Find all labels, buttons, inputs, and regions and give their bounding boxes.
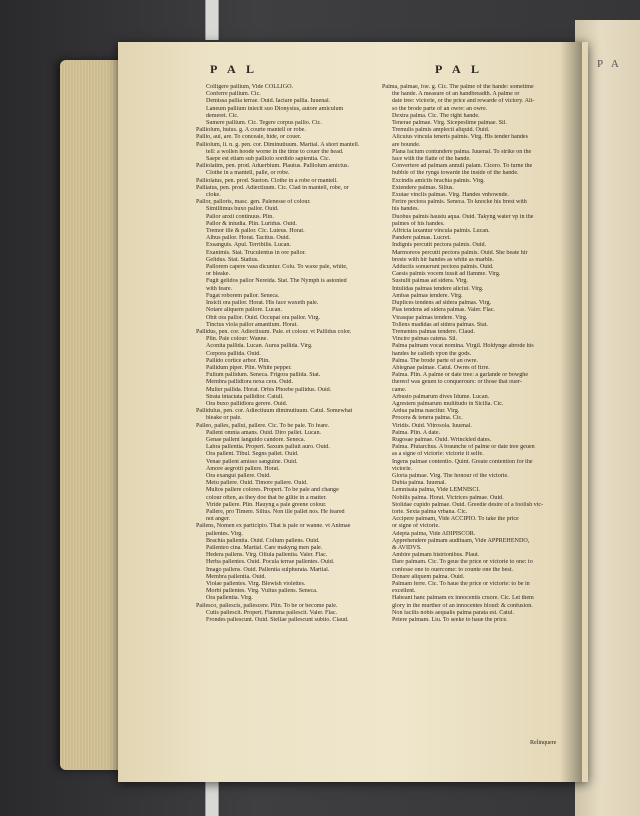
gutter-shadow [560, 42, 582, 782]
text-line: Aconita pallida. Lucan. Aurea pallida. Virg. [206, 343, 313, 350]
text-line: Obit ora pallor. Ouid. Occupat ora pallor. Virg. [206, 314, 320, 321]
text-line: Ambas palmas tendere. Virg. [392, 292, 463, 299]
text-line: Pallor & iniudia. Plin. Luridus. Ouid. [206, 220, 297, 227]
text-line: Rugosae palmae. Ouid. Wrinckled dates. [392, 436, 492, 443]
text-line: Excindis amictis brachia palmis. Virg. [392, 177, 485, 184]
running-head-left: P A L [210, 62, 259, 76]
text-line: Amore aegrotti pallere. Horat. [206, 465, 280, 472]
catchword: Relinquere [530, 740, 557, 746]
text-line: Dextra palma. Cic. The right hande. [392, 112, 480, 119]
text-line: Fugit gelidos pallor Nereida. Stat. The Nymph is astonied [206, 278, 347, 285]
text-line: Vincire palmas catena. Sil. [392, 336, 458, 343]
text-line: Palma. The brode parte of an owre. [392, 357, 478, 364]
text-line: Conferre pallium. Cic. [206, 91, 261, 98]
running-head-right: P A L [435, 62, 484, 76]
text-line: Laneum pallium iniecit suo Dionysius, autore amiculum [206, 105, 344, 112]
text-line: Pallido cortice arbor. Plin. [206, 357, 270, 364]
text-line: Indignis percutit pectora palmis. Ouid. [392, 242, 487, 249]
facing-page-running-head: P A [597, 58, 622, 70]
text-line: Membra pallidiora nexa cera. Ouid. [206, 379, 293, 386]
text-line: palmes of his handes. [392, 220, 445, 227]
text-line: Violae pallentes. Virg. Blewish violettes. [206, 581, 306, 588]
text-line: confesse one to ouercome: to counte one the best. [392, 566, 513, 573]
text-line: Metu pallere. Ouid. Timore pallere. Ouid. [206, 480, 308, 487]
text-line: Arbusto palmarum dives Idume. Lucan. [392, 393, 490, 400]
text-line: Exanimis. Stat. Truculentus in ore pallor. [206, 249, 306, 256]
text-line: Caesis palmis vocem iussit ad flamme. Virg. [392, 271, 501, 278]
text-line: Extendere palmas. Silius. [392, 184, 454, 191]
text-line: Palmam ferre. Cic. To haue the price or victorie: to be in [392, 581, 530, 588]
text-line: Donare aliquem palma. Ouid. [392, 573, 465, 580]
text-line: & AVIDVS. [392, 545, 422, 551]
text-line: Pandere palmas. Lucret. [392, 235, 451, 242]
text-line: Tinctus viola pallor amantium. Horat. [206, 321, 298, 328]
text-line: demeret. Cic. [206, 112, 239, 119]
text-line: Ora exangui pallere. Ouid. [206, 472, 271, 479]
text-line: Lemnisata palma, Vide LEMNISCI. [392, 487, 481, 494]
text-line: Multos pallere colores. Propert. To be pale and change [206, 487, 339, 494]
text-line: face with the flatte of the hande. [392, 156, 471, 163]
text-line: Morbi pallentes. Virg. Vultus pallens. Seneca. [206, 588, 318, 595]
text-line: Pallor anxii continuus. Plin. [206, 213, 274, 220]
text-line: Colligere pallium, Vide COLLIGO. [206, 84, 294, 90]
text-line: Pallesco, pallescis, pallescere. Plin. To be or become pale. [196, 602, 338, 609]
text-line: Palliolum, huius. g. A courte mantell or robe. [196, 127, 306, 134]
text-line: Palleo, palles, pallui, pallere. Cic. To be pale. To feare. [196, 422, 330, 429]
text-line: Duobus palmis haustu aqua. Ouid. Takyng water vp in the [392, 213, 534, 220]
text-line: Simillimus buxo pallor. Ouid. [206, 206, 279, 213]
text-line: Tollens madidas ad sidera palmas. Stat. [392, 321, 488, 328]
text-line: torie. Sexta palma vrbana. Cic. [392, 508, 468, 515]
text-line: Convertere ad palmam annuli palam. Cicero. To turne the [392, 163, 533, 170]
right-column [382, 84, 560, 724]
text-line: Habeant hanc palmam ex innocentis cruore. Cic. Let them [392, 595, 534, 602]
text-line: Demissa pallia terrae. Ouid. Iactare pallia. Iuuenal. [206, 98, 331, 105]
text-line: Pallens, Nomen ex participio. That is pale or wanne. vt Animae [196, 523, 351, 530]
text-line: Tenerae palmae. Virg. Sicepeslime palmae. Sil. [392, 120, 507, 127]
text-line: Adepta palma, Vide ADIPISCOR. [392, 530, 476, 537]
text-line: Pallorem capere vasa dicuntur. Colu. To waxe pale, white, [206, 264, 348, 271]
text-line: Venae pallent amisso sanguine. Ouid. [206, 458, 298, 465]
text-line: Agrestem palmarum multitudo in Sicilia. Cic. [392, 400, 504, 407]
text-line: thereof was geuen to conquerours: or those that ouer- [392, 379, 522, 386]
text-line: Viridis. Ouid. Vitrosola. Iuuenal. [392, 422, 472, 429]
text-line: came. [392, 386, 407, 393]
text-line: Vtrasque palmas tendere. Virg. [392, 314, 468, 321]
text-line: Pallor, palloris, masc. gen. Palenesse of colour. [196, 199, 311, 206]
text-line: Sumere pallium. Cic. Tegere corpus pallio. Cic. [206, 120, 322, 127]
text-line: bubble of the ryngs towarde the inside of the hande. [392, 170, 519, 177]
text-line: Membra pallentia. Ouid. [206, 573, 266, 580]
text-line: Pallere, pro Timere. Silius. Non ille pallet nos. He feared [206, 508, 345, 515]
text-line: Petere palmam. Liu. To seeke to haue the price. [392, 617, 508, 624]
text-line: Pallidus, pen. cor. Adiectiuum. Pale. et colour. vt Pallidus color. [196, 328, 352, 335]
text-line: Stolidae cupido palmae. Ouid. Greedie desire of a foolish vic- [392, 501, 544, 508]
text-line: Hedera pallens. Virg. Oliula pallentia. Valer. Flac. [206, 552, 328, 559]
text-line: Palliatus, pen. prod. Adiectiuum. Cic. Clad in mantell, robe, or [196, 184, 349, 191]
text-line: breste with hir handes as white as marble. [392, 256, 494, 263]
text-line: Fugat roborem pallor. Seneca. [206, 292, 280, 299]
text-line: Palliolatim, pen. prod. Aduerbium. Plautus. Palliolum amictus. [196, 163, 350, 170]
text-line: Pallidulus, pen. cor. Adiectiuum diminutiuum. Catul. Somewhat [196, 408, 353, 415]
text-line: Sustulit palmas ad sidera. Virg. [392, 278, 468, 285]
text-line: tell: a wollen hoode worne in the time to couer the head. [206, 148, 344, 155]
left-column [196, 84, 374, 724]
text-line: Herba pallentes. Ouid. Pocula terrae pallentes. Ouid. [206, 559, 335, 566]
text-line: Dare palmam. Cic. To geue the price or victorie to one: to [392, 559, 533, 566]
text-line: Fulium pallidum. Seneca. Frigora pallida. Stat. [206, 372, 321, 379]
text-line: the hande. A measure of an handbreadth. A palme or [392, 91, 520, 98]
measuring-ruler-top [205, 0, 219, 40]
text-line: pallentes. Virg. [206, 530, 243, 537]
text-line: Exutae vinclis palmas. Virg. Handes vnbownde. [392, 192, 509, 199]
text-line: Pallio, aui, are. To conceale, hide, or couer. [196, 134, 302, 141]
text-line: cloke. [206, 192, 221, 199]
text-line: Palma. Plin. A palme or date tree: a garlande or bowghe [392, 372, 529, 379]
text-line: Trementes palmas tendere. Claud. [392, 328, 475, 335]
text-line: Alicuius vincula teneris palmis. Virg. His tender handes [392, 134, 528, 141]
text-line: Exsanguis. Apul. Terribilis. Lucan. [206, 242, 291, 249]
text-line: Ora buxo pallidiora gerere. Ouid. [206, 400, 288, 407]
text-line: are bounde. [392, 141, 421, 148]
text-line: Ora pallentia. Virg. [206, 595, 253, 602]
text-line: Duplices tendens ad sidera palmas. Virg. [392, 300, 492, 307]
text-line: Pallidum piper. Plin. White pepper. [206, 364, 292, 371]
text-line: Abiegnae palmae. Catul. Owres of firre. [392, 364, 490, 371]
text-line: Procera & tenera palma. Cic. [392, 415, 463, 422]
text-line: or signe of victorie. [392, 523, 440, 530]
text-line: Non facilis nobis aequalis palma parata est. Catul. [392, 609, 515, 616]
text-line: Pallent omnia amans. Ouid. Diro pallet. Lucan. [206, 429, 322, 436]
text-line: Imago pallens. Ouid. Pallentia sulphurata. Martial. [206, 566, 330, 573]
measuring-ruler-bottom [205, 776, 219, 816]
text-line: Viride pallere. Plin. Hauyng a pale greene colour. [206, 501, 327, 508]
text-line: Saepe est etiam sub palliolo sordido sapientia. Cic. [206, 156, 331, 163]
text-line: his handes. [392, 206, 420, 213]
text-line: Ingens palmae contentio. Quint. Greate contention for the [392, 458, 533, 465]
text-line: as a signe of victorie: victorie it selfe. [392, 451, 484, 458]
text-line: Palma, palmae, foe. g. Cic. The palme of the hande: sometime [382, 84, 534, 90]
text-line: Brachia pallentia. Ouid. Collum pallens. Ouid. [206, 537, 320, 544]
text-line: excellent. [392, 588, 416, 595]
text-line: date tree: victorie, or the price and rewarde of victory. Ali- [392, 98, 535, 105]
text-line: Marmoreos percutit pectora palmis. Ouid. She beate hir [392, 249, 528, 256]
text-line: Palma palmam vocat nomina. Virgil. Holdynge abrode his [392, 343, 534, 350]
text-line: colour often, as they doe that be giltie in a matter. [206, 494, 327, 501]
text-line: Adductis sonuerunt pectora palmis. Ouid. [392, 264, 494, 271]
text-line: Plana facium contundere palma. Iuuenal. To strike on the [392, 148, 532, 155]
text-line: Nobilis palma. Horat. Victrices palmae. Ouid. [392, 494, 504, 501]
text-line: Palma. Plutarchus. A braunche of palme or date tree geuen [392, 444, 535, 451]
text-line: Ambire palmam histrionibus. Plaut. [392, 552, 480, 559]
text-line: Frondes pallescunt. Ouid. Stellae pallescunt subito. Claud. [206, 617, 349, 624]
text-line: Palliolum, li. n. g. pen. cor. Diminutiuum. Martial. A short mantell. [196, 141, 360, 148]
text-line: Tremulis palmis amplecti aliquid. Ouid. [392, 127, 490, 134]
text-line: Insicit ora pallor. Horat. His face waxeth pale. [206, 300, 319, 307]
text-line: victorie. [392, 465, 413, 472]
text-line: handes he calleth vpon the gods. [392, 350, 472, 357]
text-line: Mulier pallida. Horat. Orbis Phoebe pallidus. Ouid. [206, 386, 332, 393]
text-line: Notare aliquem pallore. Lucan. [206, 307, 282, 314]
text-line: Gloria palmae. Virg. The honour of the victorie. [392, 472, 509, 479]
text-line: Affricta laxantur vincula palmis. Lucan. [392, 228, 490, 235]
text-line: Apprehendere palmam audituam, Vide APPREHENDO, [392, 537, 530, 544]
text-line: or bleake. [206, 271, 231, 278]
text-line: Intulidas palmas tendere aliciui. Virg. [392, 285, 484, 292]
text-line: glory in the murther of an innocentes bloud: & confusion. [392, 602, 533, 609]
text-line: Corpora pallida. Ouid. [206, 350, 261, 357]
text-line: with feare. [206, 285, 233, 292]
text-line: Plin. Pale colour: Wanne. [206, 336, 268, 343]
text-line: Genae pallent languido candore. Seneca. [206, 436, 306, 443]
text-line: Albus pallor. Horat. Tacitus. Ouid. [206, 235, 291, 242]
text-line: Palliolatus, pen. prod. Sueton. Clothe in a robe or mantell. [196, 177, 338, 184]
text-line: so the brode parte of an owre: an owre. [392, 105, 488, 112]
text-line: Pallenteo cina. Martial. Care makyng men pale. [206, 545, 323, 551]
text-line: Tremor ille & pallor. Cic. Luteus. Horat. [206, 228, 305, 235]
text-line: Ferire pectora palmis. Seneca. To knocke his brest with [392, 199, 527, 206]
text-line: Pias tendens ad sidera palmas. Valer. Flac. [392, 307, 495, 314]
text-line: Clothe in a mantell, palle, or robe. [206, 170, 290, 177]
text-line: not anger. [206, 516, 231, 523]
text-line: Strata intactata pallidior. Catull. [206, 393, 284, 400]
text-line: Cutis pallescit. Propert. Flamma pallescit. Valer. Flac. [206, 609, 338, 616]
text-line: Accipere palmam, Vide ACCIPIO. To take the price [392, 516, 519, 523]
text-line: Ardua palma nascitur. Virg. [392, 408, 460, 415]
text-line: Dubia palma. Iuuenal. [392, 480, 447, 487]
text-line: Palma. Plin. A date. [392, 429, 441, 436]
text-line: Gelidus. Stat. Statius. [206, 256, 259, 263]
text-line: Ora pallent. Tibul. Segns pallet. Ouid. [206, 451, 299, 458]
text-line: bleake or pale. [206, 415, 242, 422]
text-line: Labra pallentia. Propert. Saxum palluit auro. Ouid. [206, 444, 330, 451]
